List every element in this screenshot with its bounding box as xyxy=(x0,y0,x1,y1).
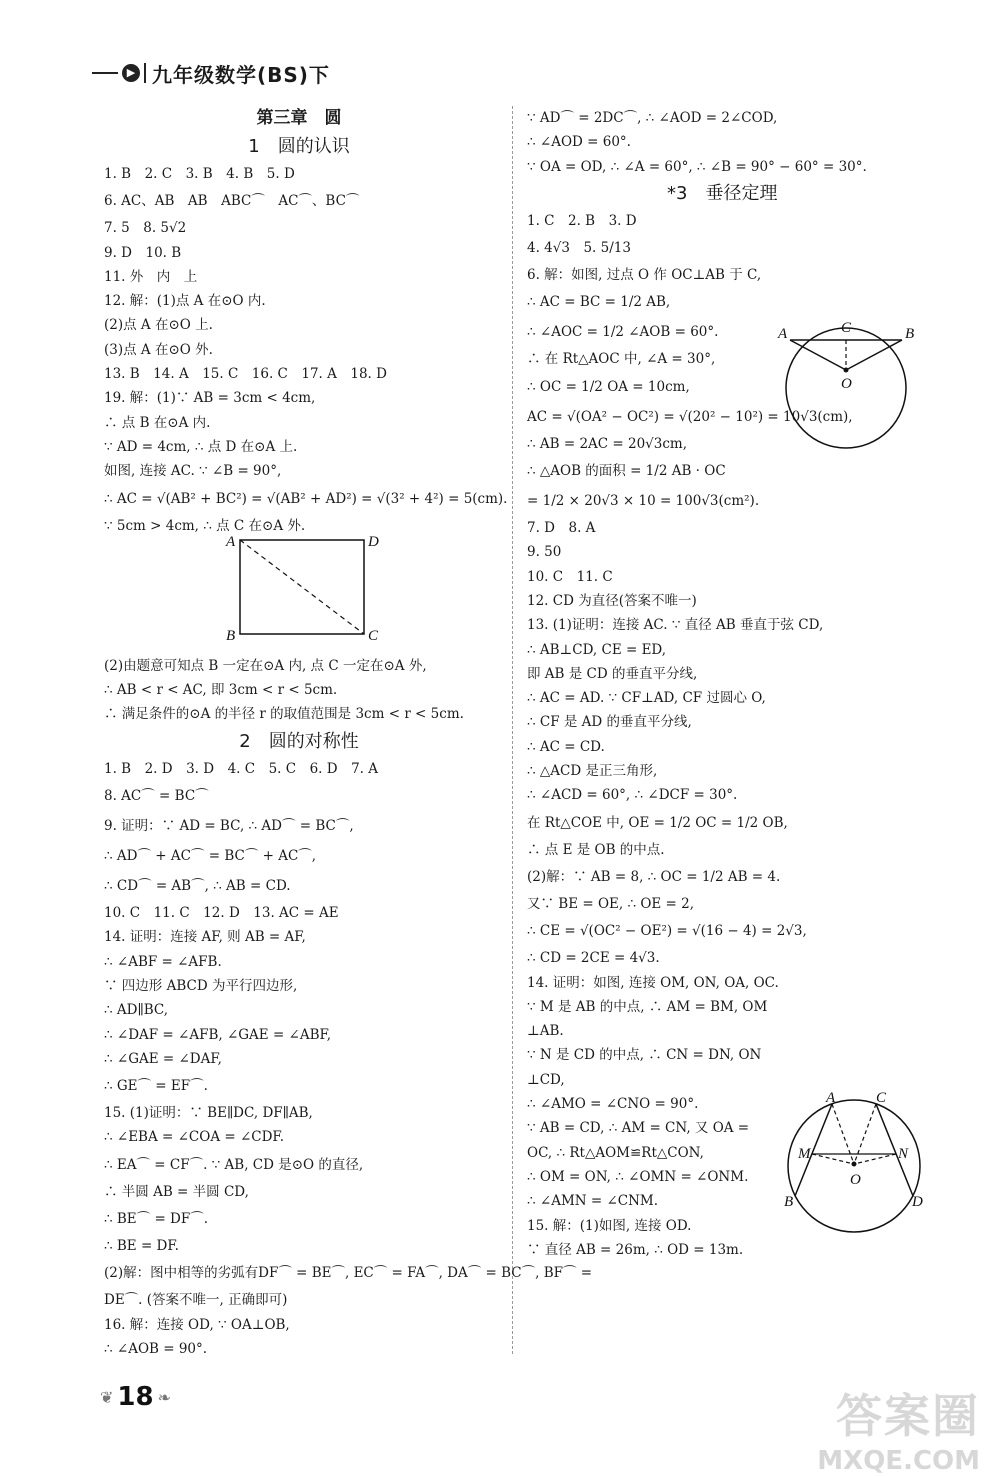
answer-line: 又∵ BE = OE, ∴ OE = 2, xyxy=(527,895,695,912)
answer-line: ∴ AC = √(AB² + BC²) = √(AB² + AD²) = √(3² + 4²) = 5(cm). xyxy=(104,490,508,507)
answer-line: ∵ N 是 CD 的中点, ∴ CN = DN, ON xyxy=(527,1047,762,1064)
answer-line: 9. 证明：∵ AD = BC, ∴ AD⌒ = BC⌒, xyxy=(104,818,354,835)
answer-line: ∴ △ACD 是正三角形, xyxy=(527,763,658,780)
answer-line: ∴ ∠ABF = ∠AFB. xyxy=(104,953,222,970)
answer-line: (3)点 A 在⊙O 外. xyxy=(104,341,213,358)
label-d: D xyxy=(368,534,379,550)
answer-line: 1. C 2. B 3. D xyxy=(527,212,637,229)
page-number-area xyxy=(100,1382,171,1412)
answer-line: 10. C 11. C 12. D 13. AC = AE xyxy=(104,905,339,922)
answer-line: ∴ ∠GAE = ∠DAF, xyxy=(104,1050,222,1067)
label-a: A xyxy=(826,1092,836,1106)
answer-line: ∴ EA⌒ = CF⌒. ∵ AB, CD 是⊙O 的直径, xyxy=(104,1156,364,1173)
answer-line: 12. CD 为直径(答案不唯一) xyxy=(527,592,697,609)
label-o: O xyxy=(850,1172,861,1188)
answer-line: ∴ AC = AD. ∵ CF⊥AD, CF 过圆心 O, xyxy=(527,690,766,707)
answer-line: ∴ △AOB 的面积 = 1/2 AB · OC xyxy=(527,463,726,480)
answer-line: 1. B 2. D 3. D 4. C 5. C 6. D 7. A xyxy=(104,760,379,777)
answer-line: 11. 外 内 上 xyxy=(104,268,198,285)
answer-line: (2)解：图中相等的劣弧有DF⌒ = BE⌒, EC⌒ = FA⌒, DA⌒ = BC⌒, BF⌒ = xyxy=(104,1265,593,1282)
answer-line: ∵ AD⌒ = 2DC⌒, ∴ ∠AOD = 2∠COD, xyxy=(527,110,778,126)
column-divider xyxy=(512,106,513,1354)
answer-line: 15. (1)证明：∵ BE∥DC, DF∥AB, xyxy=(104,1105,313,1122)
answer-line: ∴ ∠ACD = 60°, ∴ ∠DCF = 30°. xyxy=(527,787,738,804)
answer-line: ∴ AB⊥CD, CE = ED, xyxy=(527,641,667,658)
label-c: C xyxy=(876,1092,887,1106)
label-a: A xyxy=(778,326,788,342)
answer-line: ∴ AD∥BC, xyxy=(104,1002,168,1019)
answer-line: ∴ ∠EBA = ∠COA = ∠CDF. xyxy=(104,1129,284,1146)
answer-line: 1. B 2. C 3. B 4. B 5. D xyxy=(104,166,295,182)
label-b: B xyxy=(784,1194,794,1210)
right-column xyxy=(527,106,899,1262)
answer-line: 即 AB 是 CD 的垂直平分线, xyxy=(527,665,698,682)
answer-line: 9. 50 xyxy=(527,544,562,561)
label-b: B xyxy=(226,628,236,644)
label-d: D xyxy=(912,1194,923,1210)
answer-line: 7. 5 8. 5√2 xyxy=(104,220,187,237)
answer-line: ∴ AC = BC = 1/2 AB, xyxy=(527,294,671,311)
section-title: 2 圆的对称性 xyxy=(239,730,359,752)
answer-line: 8. AC⌒ = BC⌒ xyxy=(104,788,209,805)
header-rule xyxy=(92,72,118,74)
answer-line: ∵ 直径 AB = 26m, ∴ OD = 13m. xyxy=(527,1241,744,1258)
header-title: 九年级数学(BS)下 xyxy=(152,62,330,87)
label-m: M xyxy=(798,1146,811,1162)
answer-line: 13. (1)证明：连接 AC. ∵ 直径 AB 垂直于弦 CD, xyxy=(527,617,824,634)
chapter-title: 第三章 圆 xyxy=(256,108,342,128)
answer-line: 在 Rt△COE 中, OE = 1/2 OC = 1/2 OB, xyxy=(527,814,788,831)
answer-line: ∴ ∠AMN = ∠CNM. xyxy=(527,1193,659,1210)
answer-line: ∵ 5cm > 4cm, ∴ 点 C 在⊙A 外. xyxy=(104,517,306,534)
answer-line: AC = √(OA² − OC²) = √(20² − 10²) = 10√3(cm), xyxy=(527,408,853,425)
answer-line: ∴ AC = CD. xyxy=(527,738,605,755)
watermark-url: MXQE.COM xyxy=(817,1446,980,1476)
answer-line: = 1/2 × 20√3 × 10 = 100√3(cm²). xyxy=(527,493,760,510)
answer-line: ∴ GE⌒ = EF⌒. xyxy=(104,1078,208,1095)
answer-line: ∴ OC = 1/2 OA = 10cm, xyxy=(527,378,690,395)
answer-line: ∵ M 是 AB 的中点, ∴ AM = BM, OM xyxy=(527,998,768,1015)
answer-line: (2)点 A 在⊙O 上. xyxy=(104,317,213,334)
figure-circle-chord xyxy=(770,312,920,456)
answer-line: ∴ AB = 2AC = 20√3cm, xyxy=(527,435,688,452)
answer-line: 6. AC、AB AB ABC⌒ AC⌒、BC⌒ xyxy=(104,193,360,210)
label-n: N xyxy=(898,1146,909,1162)
figure-circle-two-chords xyxy=(780,1092,930,1246)
answer-line: 16. 解：连接 OD, ∵ OA⊥OB, xyxy=(104,1316,290,1333)
answer-line: ∴ BE = DF. xyxy=(104,1238,179,1255)
answer-line: ⊥AB. xyxy=(527,1023,564,1040)
answer-line: ∴ CE = √(OC² − OE²) = √(16 − 4) = 2√3, xyxy=(527,923,807,940)
answer-line: ∴ ∠AOD = 60°. xyxy=(527,134,631,151)
answer-line: ∴ 半圆 AB = 半圆 CD, xyxy=(104,1183,249,1200)
page-number: 18 xyxy=(117,1382,154,1412)
answer-line: ∴ 满足条件的⊙A 的半径 r 的取值范围是 3cm < r < 5cm. xyxy=(104,706,464,723)
answer-line: 7. D 8. A xyxy=(527,520,596,537)
answer-line: 15. 解：(1)如图, 连接 OD. xyxy=(527,1217,692,1234)
answer-line: 6. 解：如图, 过点 O 作 OC⊥AB 于 C, xyxy=(527,267,762,284)
label-b: B xyxy=(905,326,915,342)
answer-line: 4. 4√3 5. 5/13 xyxy=(527,240,631,257)
answer-line: ∴ 点 B 在⊙A 内. xyxy=(104,414,211,431)
answer-line: ∴ 点 E 是 OB 的中点. xyxy=(527,841,665,858)
header-arrow-icon: ▶ xyxy=(122,64,140,82)
answer-line: 14. 证明：连接 AF, 则 AB = AF, xyxy=(104,929,306,946)
answer-line: ∴ AD⌒ + AC⌒ = BC⌒ + AC⌒, xyxy=(104,848,317,865)
answer-line: ∴ 在 Rt△AOC 中, ∠A = 30°, xyxy=(527,351,716,368)
answer-line: ∴ AB < r < AC, 即 3cm < r < 5cm. xyxy=(104,682,338,699)
watermark xyxy=(760,1380,980,1476)
answer-line: 12. 解：(1)点 A 在⊙O 内. xyxy=(104,293,266,310)
label-a: A xyxy=(226,534,236,550)
watermark-logo: 答案圈 xyxy=(836,1389,980,1443)
answer-line: ∵ 四边形 ABCD 为平行四边形, xyxy=(104,977,298,994)
leaf-ornament-icon: ❧ xyxy=(157,1387,171,1407)
answer-line: OC, ∴ Rt△AOM≌Rt△CON, xyxy=(527,1144,704,1161)
answer-line: DE⌒. (答案不唯一, 正确即可) xyxy=(104,1292,288,1309)
answer-line: ∵ AD = 4cm, ∴ 点 D 在⊙A 上. xyxy=(104,438,298,455)
answer-line: ∴ CF 是 AD 的垂直平分线, xyxy=(527,714,692,731)
answer-line: ∴ ∠AMO = ∠CNO = 90°. xyxy=(527,1096,699,1113)
answer-line: ∴ ∠AOC = 1/2 ∠AOB = 60°. xyxy=(527,324,719,341)
answer-line: ∴ ∠AOB = 90°. xyxy=(104,1340,208,1357)
section-title: *3 垂径定理 xyxy=(667,182,778,204)
answer-line: 如图, 连接 AC. ∵ ∠B = 90°, xyxy=(104,463,282,480)
answer-line: 14. 证明：如图, 连接 OM, ON, OA, OC. xyxy=(527,974,779,991)
answer-line: 9. D 10. B xyxy=(104,244,182,261)
answer-line: ∵ AB = CD, ∴ AM = CN, 又 OA = xyxy=(527,1120,750,1137)
label-o: O xyxy=(841,376,852,392)
page-header xyxy=(92,58,512,88)
leaf-ornament-icon: ❦ xyxy=(100,1387,114,1407)
answer-line: ∴ OM = ON, ∴ ∠OMN = ∠ONM. xyxy=(527,1168,749,1185)
answer-line: (2)解：∵ AB = 8, ∴ OC = 1/2 AB = 4. xyxy=(527,868,781,885)
answer-line: ∵ OA = OD, ∴ ∠A = 60°, ∴ ∠B = 90° − 60° = 30°. xyxy=(527,158,867,175)
figure-rectangle-abcd xyxy=(222,532,392,648)
label-c: C xyxy=(368,628,379,644)
answer-line: ⊥CD, xyxy=(527,1071,565,1088)
answer-line: ∴ CD = 2CE = 4√3. xyxy=(527,950,660,967)
answer-line: ∴ BE⌒ = DF⌒. xyxy=(104,1211,209,1228)
answer-line: 13. B 14. A 15. C 16. C 17. A 18. D xyxy=(104,366,387,383)
answer-line: ∴ CD⌒ = AB⌒, ∴ AB = CD. xyxy=(104,878,291,895)
header-bar xyxy=(144,63,146,83)
label-c: C xyxy=(841,320,852,336)
answer-line: ∴ ∠DAF = ∠AFB, ∠GAE = ∠ABF, xyxy=(104,1026,332,1043)
answer-line: 10. C 11. C xyxy=(527,568,613,585)
answer-line: 19. 解：(1)∵ AB = 3cm < 4cm, xyxy=(104,390,316,407)
section-title: 1 圆的认识 xyxy=(248,136,350,157)
answer-line: (2)由题意可知点 B 一定在⊙A 内, 点 C 一定在⊙A 外, xyxy=(104,657,427,674)
